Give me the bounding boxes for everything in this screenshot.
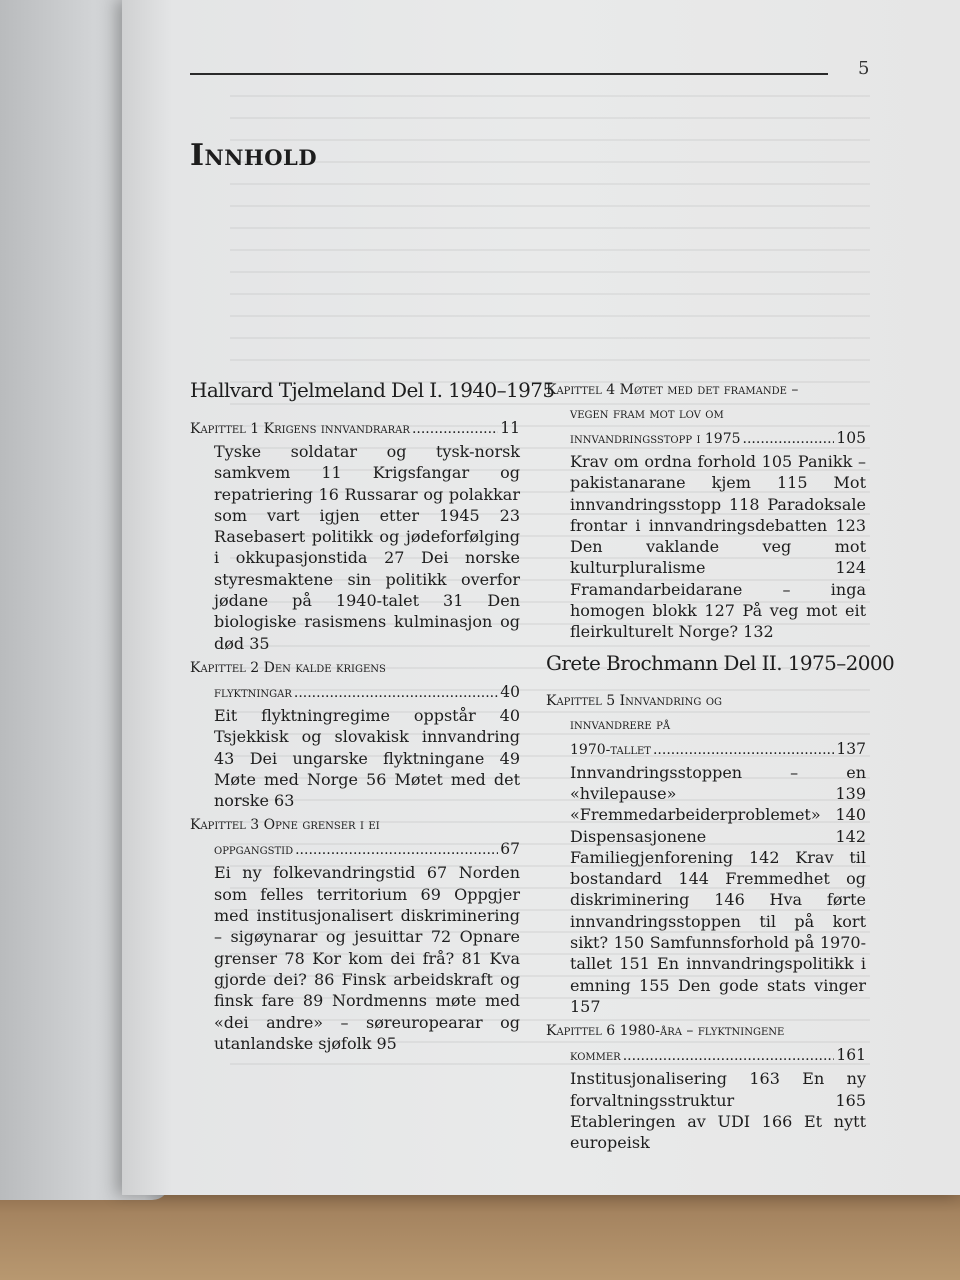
chapter-subsections: Innvandringsstoppen – en «hvilepause» 139 «Fremmedarbeiderproblemet» 140 Dispensasjonene 142 Familiegjenforening 142 Krav til bostandard 144 Fremmedhet og diskriminering 146 Hva førte innvandringsstoppen til på kort sikt? 150 Samfunnsforhold på 1970-tallet 151 En innvandringspolitikk i emning 155 Den gode stats vinger 157 xyxy=(570,762,866,1016)
chapter-title xyxy=(190,813,520,862)
chapter-page-number: 67 xyxy=(500,840,520,859)
chapter-title-line: 1970-tallet xyxy=(570,741,651,758)
dot-leader xyxy=(623,1044,835,1068)
header-rule xyxy=(190,73,828,75)
chapter-subsections: Eit flyktningregime oppstår 40 Tsjekkisk og slovakisk innvandring 43 Dei ungarske flyktningane 49 Møte med Norge 56 Møtet med det norske 63 xyxy=(214,705,520,811)
toc-entry-chapter-6 xyxy=(546,1019,866,1153)
chapter-page-number: 40 xyxy=(500,682,520,701)
chapter-title-line: Kapittel 5 Innvandring og xyxy=(546,692,723,709)
chapter-subsections: Tyske soldatar og tysk-norsk samkvem 11 Krigsfangar og repatriering 16 Russarar og polakkar som vart igjen etter 1945 23 Rasebasert politikk og jødeforfølging i okkupasjonstida 27 Dei norske styresmaktene sin politikk overfor jødane på 1940-talet 31 Den biologiske rasismens kulminasjon og død 35 xyxy=(214,442,520,653)
toc-column-left xyxy=(190,378,555,1056)
chapter-title-line: innvandringsstopp i 1975 xyxy=(570,431,741,447)
dot-leader xyxy=(412,417,498,441)
dot-leader xyxy=(653,738,834,762)
toc-entry-chapter-4 xyxy=(546,378,866,643)
toc-column-right xyxy=(546,378,895,1155)
dot-leader xyxy=(294,681,498,705)
chapter-title-line: Kapittel 4 Møtet med det framande – xyxy=(546,382,799,398)
chapter-title-line: flyktningar xyxy=(214,684,292,701)
toc-entry-chapter-2 xyxy=(190,656,520,811)
chapter-page-number: 105 xyxy=(836,429,866,447)
dot-leader xyxy=(743,427,835,451)
chapter-title-line: oppgangstid xyxy=(214,842,294,859)
chapter-title xyxy=(546,689,866,762)
toc-entry-chapter-1 xyxy=(190,416,520,654)
chapter-title xyxy=(546,378,866,451)
page-title: Innhold xyxy=(190,138,318,173)
chapter-subsections: Institusjonalisering 163 En ny forvaltningsstruktur 165 Etableringen av UDI 166 Et nytt europeisk xyxy=(570,1069,866,1153)
chapter-title xyxy=(546,1019,866,1068)
part-heading: Grete Brochmann Del II. 1975–2000 xyxy=(546,650,895,675)
chapter-title xyxy=(190,656,520,705)
chapter-title-line: innvandrere på xyxy=(570,716,671,733)
chapter-title-line: Kapittel 2 Den kalde krigens xyxy=(190,659,386,676)
chapter-page-number: 11 xyxy=(500,419,520,437)
chapter-page-number: 137 xyxy=(836,739,866,758)
chapter-title-line: vegen fram mot lov om xyxy=(570,406,724,422)
chapter-title-line: Kapittel 1 Krigens innvandrarar xyxy=(190,421,410,437)
chapter-title-line: kommer xyxy=(570,1048,621,1065)
chapter-title-line: Kapittel 3 Opne grenser i ei xyxy=(190,817,380,834)
page-number: 5 xyxy=(858,58,870,79)
part-heading: Hallvard Tjelmeland Del I. 1940–1975 xyxy=(190,378,555,402)
chapter-title xyxy=(190,416,520,441)
chapter-page-number: 161 xyxy=(836,1046,866,1065)
toc-entry-chapter-5 xyxy=(546,689,866,1018)
chapter-subsections: Krav om ordna forhold 105 Panikk – pakistanarane kjem 115 Mot innvandringsstopp 118 Paradoksale frontar i innvandringsdebatten 123 Den vaklande veg mot kulturpluralisme 124 Framandarbeidarane – inga homogen blokk 127 På veg mot eit fleirkulturelt Norge? 132 xyxy=(570,452,866,642)
dot-leader xyxy=(295,838,498,862)
chapter-title-line: Kapittel 6 1980-åra – flyktningene xyxy=(546,1023,785,1040)
toc-entry-chapter-3 xyxy=(190,813,520,1054)
chapter-subsections: Ei ny folkevandringstid 67 Norden som felles territorium 69 Oppgjer med institusjonalisert diskriminering – sigøynarar og jesuittar 72 Opnare grenser 78 Kor kom dei frå? 81 Kva gjorde dei? 86 Finsk arbeidskraft og finsk fare 89 Nordmenns møte med «dei andre» – søreuropearar og utanlandske sjøfolk 95 xyxy=(214,863,520,1053)
